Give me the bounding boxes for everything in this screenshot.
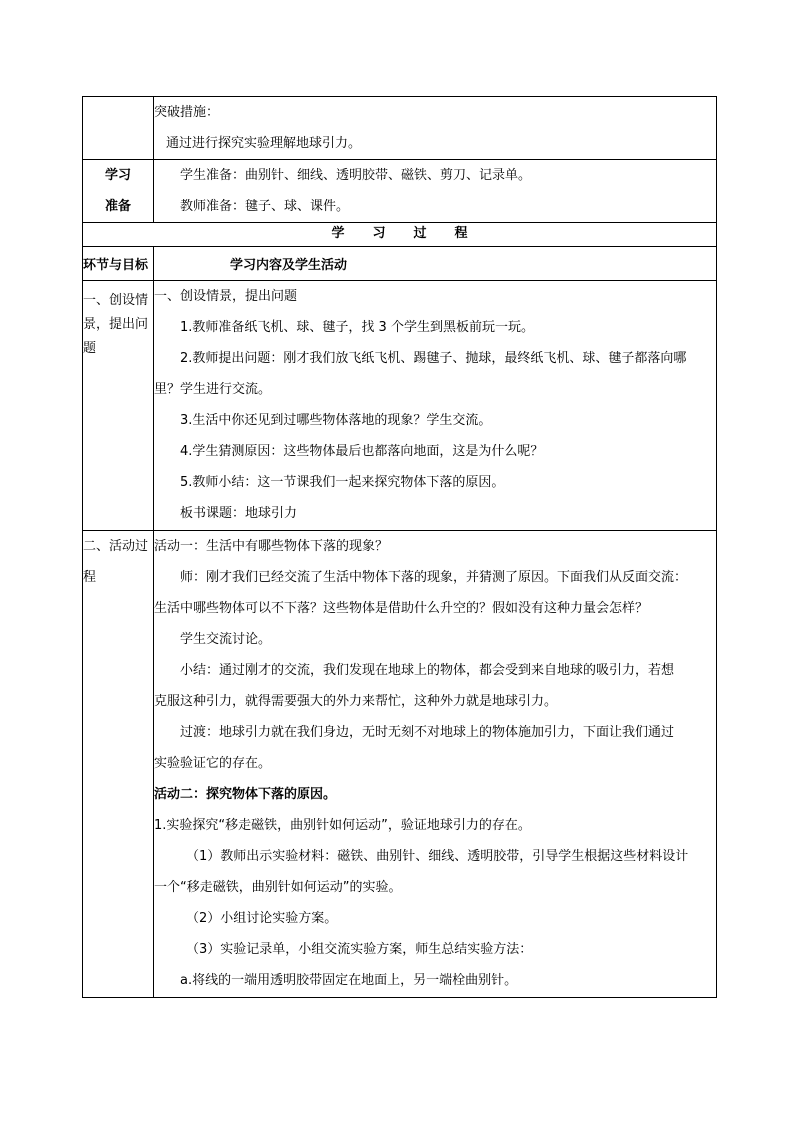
section1-line-4: 3.生活中你还见到过哪些物体落地的现象？学生交流。 [180,413,492,428]
section2-line-14: a.将线的一端用透明胶带固定在地面上，另一端栓曲别针。 [180,973,518,988]
section2-line-9: 1.实验探究“移走磁铁，曲别针如何运动”，验证地球引力的存在。 [154,818,531,833]
prep-content-cell [154,160,717,223]
section2-line-0: 活动一：生活中有哪些物体下落的现象？ [154,539,389,554]
lesson-plan-table [82,96,717,998]
section2-stage-cell [83,531,154,998]
process-header-text: 学习过程 [331,226,496,241]
prep-label-line2: 准备 [104,199,131,214]
content-column-header: 学习内容及学生活动 [154,247,717,281]
section1-stage: 一、创设情景，提出问题 [83,293,149,356]
measures-text: 通过进行探究实验理解地球引力。 [166,136,362,151]
measures-title: 突破措施： [154,105,220,120]
section1-line-2: 2.教师提出问题：刚才我们放飞纸飞机、踢毽子、抛球，最终纸飞机、球、毽子都落向哪 [180,351,687,366]
section1-line-6: 5.教师小结：这一节课我们一起来探究物体下落的原因。 [180,475,505,490]
section1-row [83,281,717,531]
section1-line-5: 4.学生猜测原因：这些物体最后也都落向地面，这是为什么呢？ [180,444,544,459]
process-header [83,223,717,247]
section2-line-2: 生活中哪些物体可以不下落？这些物体是借助什么升空的？假如没有这种力量会怎样？ [154,601,649,616]
section1-line-3: 里？学生进行交流。 [154,382,272,397]
stage-column-header: 环节与目标 [83,247,154,281]
process-header-row [83,223,717,247]
section1-stage-cell [83,281,154,531]
section2-stage-line2: 程 [83,570,97,585]
section2-row [83,531,717,998]
section2-line-1: 师：刚才我们已经交流了生活中物体下落的现象，并猜测了原因。下面我们从反面交流： [180,570,688,585]
prep-label-cell [83,160,154,223]
teacher-prep: 教师准备：毽子、球、课件。 [180,199,350,214]
section2-line-5: 克服这种引力，就得需要强大的外力来帮忙，这种外力就是地球引力。 [154,694,558,709]
section2-stage-line1: 二、活动过 [83,539,149,554]
section2-line-4: 小结：通过刚才的交流，我们发现在地球上的物体，都会受到来自地球的吸引力，若想 [180,663,675,678]
student-prep: 学生准备：曲别针、细线、透明胶带、磁铁、剪刀、记录单。 [180,168,532,183]
prep-label-line1: 学习 [104,168,131,183]
section2-line-11: 一个“移走磁铁，曲别针如何运动”的实验。 [154,880,402,895]
section2-line-3: 学生交流讨论。 [180,632,272,647]
prep-row [83,160,717,223]
measures-content-cell [154,97,717,160]
section2-line-7: 实验验证它的存在。 [154,756,272,771]
section2-content-cell [154,531,717,998]
measures-row [83,97,717,160]
section2-line-6: 过渡：地球引力就在我们身边，无时无刻不对地球上的物体施加引力，下面让我们通过 [180,725,675,740]
section2-line-10: （1）教师出示实验材料：磁铁、曲别针、细线、透明胶带，引导学生根据这些材料设计 [186,849,689,864]
section1-line-1: 1.教师准备纸飞机、球、毽子，找 3 个学生到黑板前玩一玩。 [180,320,534,335]
section2-line-8: 活动二：探究物体下落的原因。 [154,787,337,802]
section1-line-7: 板书课题：地球引力 [180,506,298,521]
section2-line-12: （2）小组讨论实验方案。 [186,911,338,926]
section1-content-cell [154,281,717,531]
section2-line-13: （3）实验记录单，小组交流实验方案，师生总结实验方法： [186,942,533,957]
measures-stage-cell [83,97,154,160]
column-header-row [83,247,717,281]
section1-line-0: 一、创设情景，提出问题 [154,289,298,304]
